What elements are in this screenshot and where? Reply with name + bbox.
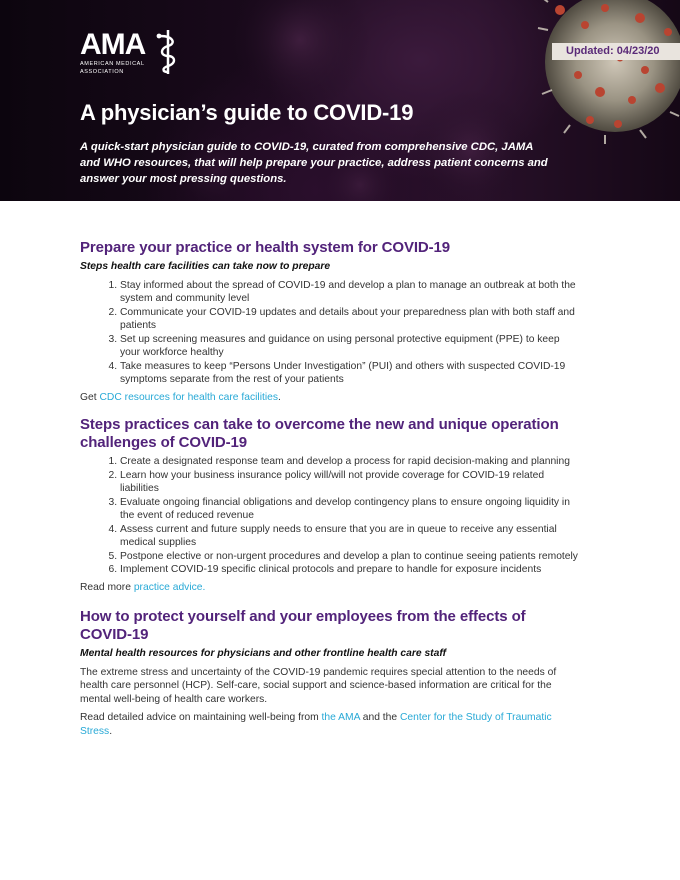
list-item: 2. Learn how your business insurance policy will/will not provide coverage for COVID-19 related liabilities [120,469,580,496]
ama-logo[interactable] [80,30,145,75]
section-prepare [80,239,580,404]
intro-paragraph: A quick-start physician guide to COVID-19, curated from comprehensive CDC, JAMA and WHO resources, that will help prepare your practice, address patient concerns and answer your most pressing questions. [80,141,548,185]
section-protect-yourself [80,608,580,738]
ama-link[interactable]: the AMA [321,712,360,723]
section-heading: Steps practices can take to overcome the new and unique operation challenges of COVID-19 [80,416,559,451]
text: Read detailed advice on maintaining well-being from [80,712,322,723]
practice-advice-line [80,581,580,595]
section-operation-challenges [80,416,580,594]
well-being-advice-line [80,711,580,738]
mental-health-paragraph: The extreme stress and uncertainty of the COVID-19 pandemic requires special attention to the needs of health care personnel (HCP). Self-care, social support and science-based information are critical for the mental well-being of health care workers. [80,666,557,705]
staff-of-aesculapius-icon [152,28,184,76]
section-heading: How to protect yourself and your employees from the effects of COVID-19 [80,608,526,643]
text: and the [359,712,400,723]
text: Read more [80,581,134,593]
page-title: A physician’s guide to COVID-19 [80,100,414,125]
operation-steps-list [80,455,580,577]
cdc-resources-line [80,391,580,405]
list-item: 1. Stay informed about the spread of COVID-19 and develop a plan to manage an outbreak at both the system and community level [120,279,580,306]
practice-advice-link[interactable]: practice advice. [133,581,206,593]
list-item: 1. Create a designated response team and develop a process for rapid decision-making and planning [120,455,580,469]
list-item: 6. Implement COVID-19 specific clinical protocols and prepare to handle for exposure incidents [120,563,580,577]
text: . [278,391,281,403]
logo-wordmark: AMA [80,28,146,61]
text: Get [80,391,100,403]
section-subheading: Mental health resources for physicians and other frontline health care staff [80,648,447,659]
text: . [109,725,113,737]
list-item: 4. Take measures to keep “Persons Under Investigation” (PUI) and others with suspected COVID-19 symptoms separate from the rest of your patients [120,360,580,387]
section-heading: Prepare your practice or health system for COVID-19 [80,239,451,256]
list-item: 3. Set up screening measures and guidance on using personal protective equipment (PPE) to keep your workforce healthy [120,333,580,360]
prepare-steps-list [80,279,580,387]
list-item: 4. Assess current and future supply needs to ensure that you are in queue to receive any essential medical supplies [120,523,580,550]
section-subheading: Steps health care facilities can take now to prepare [80,261,331,272]
header-banner [0,0,680,201]
list-item: 3. Evaluate ongoing financial obligations and develop contingency plans to ensure ongoing liquidity in the event of reduced revenue [120,496,580,523]
logo-subtext-line-1: AMERICAN MEDICAL [80,61,145,67]
logo-subtext-line-2: ASSOCIATION [80,68,124,75]
main-content [80,239,580,738]
updated-date-badge: Updated: 04/23/20 [552,43,680,60]
traumatic-stress-center-link[interactable]: Center for the Study of Traumatic Stress [80,712,552,737]
cdc-resources-link[interactable]: CDC resources for health care facilities [99,391,279,403]
list-item: 2. Communicate your COVID-19 updates and details about your preparedness plan with both staff and patients [120,306,580,333]
list-item: 5. Postpone elective or non-urgent procedures and develop a plan to continue seeing patients remotely [120,550,580,564]
